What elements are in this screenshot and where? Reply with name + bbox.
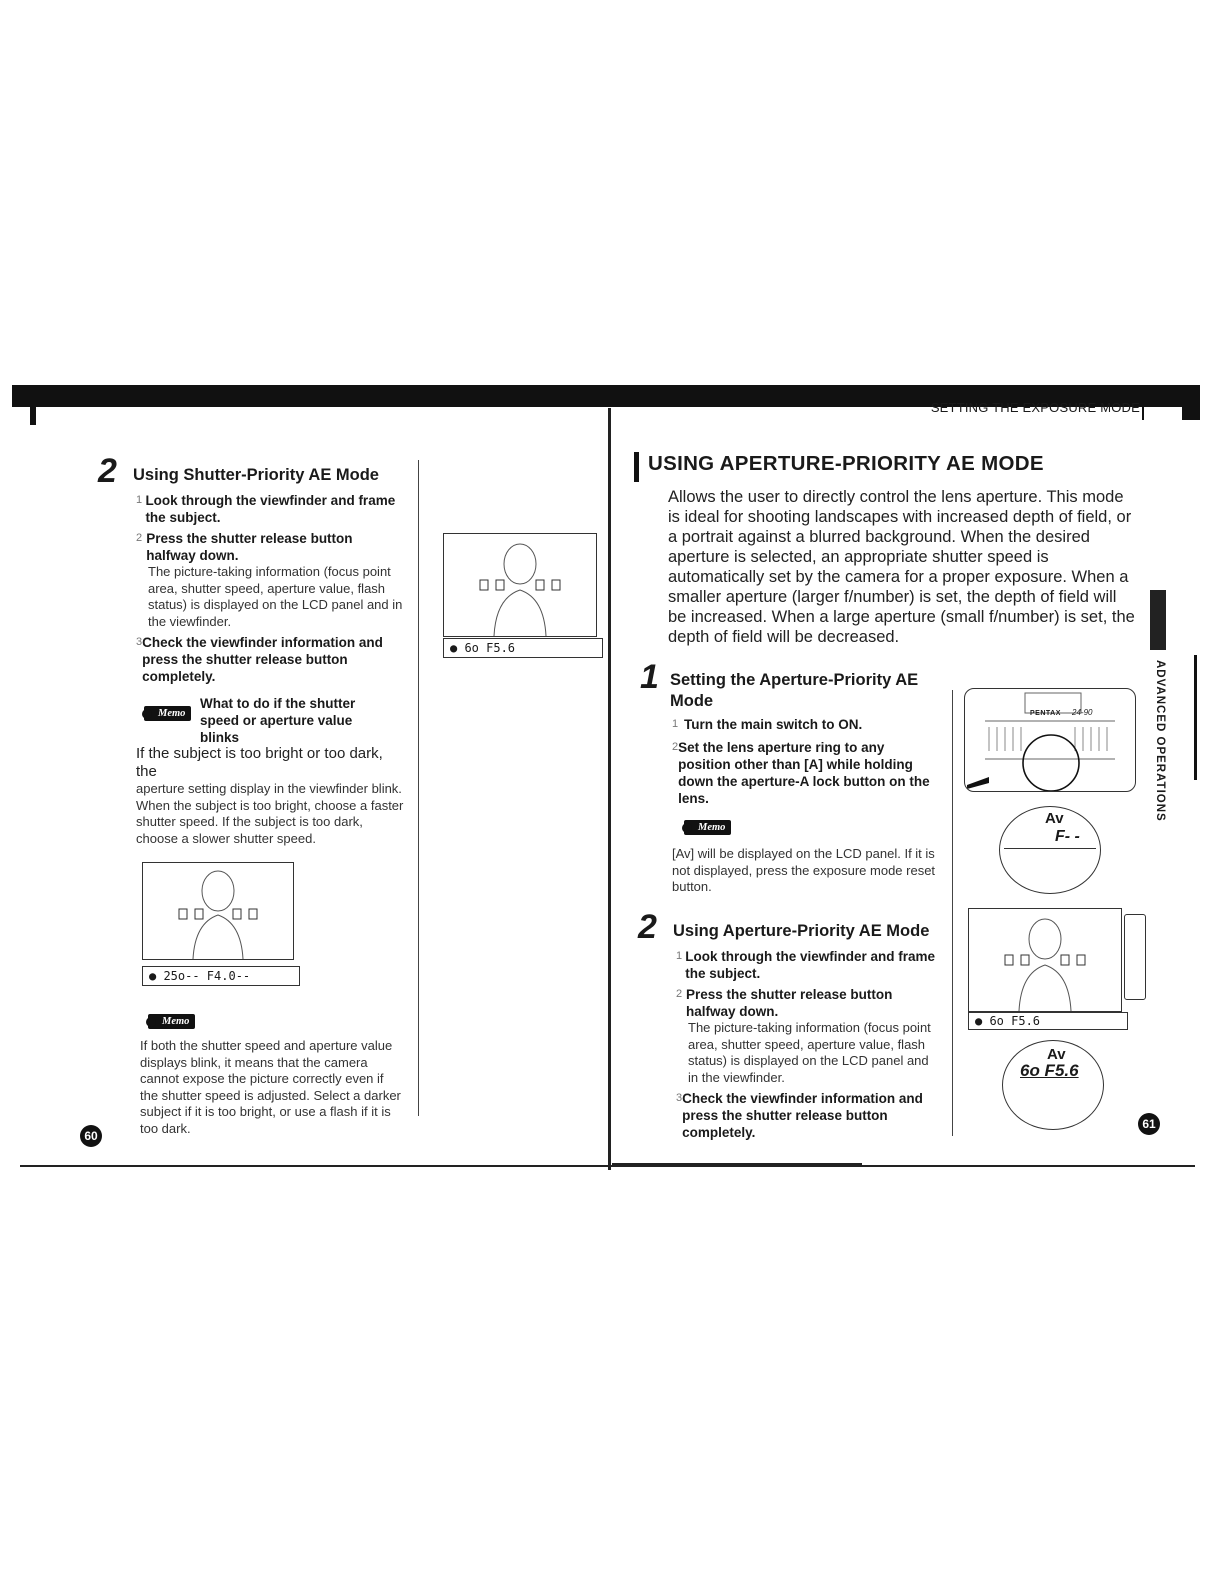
side-tab-marker bbox=[1150, 590, 1166, 650]
substep-title: Press the shutter release button halfway down. bbox=[686, 987, 893, 1019]
substep-number: 2 bbox=[672, 741, 679, 753]
substep-number: 1 bbox=[672, 718, 679, 730]
center-divider bbox=[608, 408, 611, 1170]
lens-brand: PENTAX bbox=[1030, 710, 1061, 717]
section-title: USING APERTURE-PRIORITY AE MODE bbox=[648, 452, 1044, 475]
substep-title: Set the lens aperture ring to any position other than [A] while holding down the aperture-A lock button on the lens. bbox=[678, 740, 930, 806]
lens-illustration bbox=[964, 688, 1136, 792]
substep-number: 2 bbox=[676, 988, 683, 1000]
memo-badge: Memo bbox=[144, 1014, 195, 1029]
lens-focal: 24-90 bbox=[1072, 708, 1093, 717]
substep bbox=[676, 986, 938, 1020]
header-right-tick bbox=[1182, 385, 1200, 420]
memo-pen-icon bbox=[140, 707, 154, 721]
memo-badge: Memo bbox=[680, 820, 731, 835]
memo-body: If both the shutter speed and aperture value displays blink, it means that the camera cannot expose the picture correctly even if the shutter speed is adjusted. Select a darker subject if it is too bright, or use a flash if it is too dark. bbox=[140, 1038, 401, 1136]
step1-substeps bbox=[672, 716, 934, 807]
page-number-badge: 61 bbox=[1138, 1113, 1160, 1135]
lcd-mode: Av bbox=[1047, 1046, 1066, 1063]
viewfinder-info-strip: ● 6o F5.6 bbox=[443, 638, 603, 658]
substep-body: The picture-taking information (focus point area, shutter speed, aperture value, flash status) is displayed on the LCD panel and in the viewfinder. bbox=[688, 1020, 931, 1085]
bottom-rule bbox=[20, 1165, 1195, 1167]
substep bbox=[136, 492, 404, 526]
viewfinder-info-strip: ● 25o-- F4.0-- bbox=[142, 966, 300, 986]
portrait-illustration bbox=[143, 863, 293, 959]
memo-pen-icon bbox=[144, 1015, 158, 1029]
column-rule bbox=[418, 460, 419, 1116]
viewfinder-illustration bbox=[443, 533, 597, 637]
step-title: Using Aperture-Priority AE Mode bbox=[673, 922, 930, 940]
header-rule bbox=[1142, 398, 1144, 420]
substep bbox=[672, 739, 934, 807]
memo-pen-icon bbox=[680, 821, 694, 835]
memo-body: [Av] will be displayed on the LCD panel. If it is not displayed, press the exposure mode reset button. bbox=[672, 846, 936, 894]
step2-substeps bbox=[676, 948, 938, 1141]
viewfinder-illustration bbox=[142, 862, 294, 960]
left-substeps bbox=[136, 492, 404, 685]
step-number: 2 bbox=[638, 908, 657, 946]
substep-body: The picture-taking information (focus point area, shutter speed, aperture value, flash status) is displayed on the LCD panel and in the viewfinder. bbox=[148, 564, 403, 629]
viewfinder-illustration bbox=[968, 908, 1122, 1012]
substep bbox=[136, 634, 404, 685]
substep-title: Check the viewfinder information and press the shutter release button completely. bbox=[682, 1091, 923, 1140]
substep-number: 1 bbox=[676, 950, 683, 962]
side-tab-label: ADVANCED OPERATIONS bbox=[1154, 660, 1166, 822]
memo-text bbox=[136, 745, 404, 847]
header-left-tick bbox=[30, 400, 36, 425]
side-tab-rule bbox=[1194, 655, 1197, 780]
running-title: SETTING THE EXPOSURE MODE bbox=[930, 400, 1140, 415]
memo-lead: If the subject is too bright or too dark, the bbox=[136, 745, 383, 780]
substep-title: Look through the viewfinder and frame the subject. bbox=[145, 493, 396, 525]
viewfinder-info-strip: ● 6o F5.6 bbox=[968, 1012, 1128, 1030]
column-rule bbox=[952, 690, 953, 1136]
substep-number: 3 bbox=[676, 1092, 683, 1104]
memo-badge: Memo bbox=[140, 706, 191, 721]
lcd-divider bbox=[1004, 848, 1096, 849]
viewfinder-side-bracket bbox=[1124, 914, 1146, 1000]
memo-title: What to do if the shutter speed or aperture value blinks bbox=[200, 696, 356, 745]
lcd-value: 6o F5.6 bbox=[1020, 1061, 1079, 1080]
memo-body: aperture setting display in the viewfinder blink. When the subject is too bright, choose a faster shutter speed. If the subject is too dark, choose a slower shutter speed. bbox=[136, 781, 404, 846]
substep-number: 2 bbox=[136, 532, 143, 544]
step-title: Setting the Aperture-Priority AE Mode bbox=[670, 671, 919, 710]
intro-paragraph: Allows the user to directly control the lens aperture. This mode is ideal for shooting landscapes with increased depth of field, or a portrait against a blurred background. When the desired aperture is selected, an appropriate shutter speed is automatically set by the camera for a proper exposure. When a smaller aperture (larger f/number) is set, the depth of field will be increased. When a large aperture (small f/number) is set, the depth of field will be decreased. bbox=[668, 488, 1135, 646]
step-title: Using Shutter-Priority AE Mode bbox=[133, 466, 379, 484]
substep-title: Press the shutter release button halfway down. bbox=[146, 531, 353, 563]
substep-number: 1 bbox=[136, 494, 143, 506]
substep bbox=[136, 530, 404, 564]
bottom-rule-thick bbox=[612, 1163, 862, 1167]
substep bbox=[672, 716, 934, 733]
substep bbox=[676, 948, 938, 982]
lcd-value: F- - bbox=[1055, 828, 1080, 845]
substep-title: Check the viewfinder information and press the shutter release button completely. bbox=[142, 635, 383, 684]
portrait-illustration bbox=[444, 534, 596, 636]
page-number-badge: 60 bbox=[80, 1125, 102, 1147]
lcd-mode: Av bbox=[1045, 810, 1064, 827]
step-number: 1 bbox=[640, 658, 659, 696]
step-number: 2 bbox=[98, 452, 117, 490]
section-bar bbox=[634, 452, 639, 482]
substep-number: 3 bbox=[136, 636, 143, 648]
substep-title: Look through the viewfinder and frame the subject. bbox=[685, 949, 936, 981]
lens-drawing bbox=[965, 689, 1135, 791]
substep bbox=[676, 1090, 938, 1141]
substep-title: Turn the main switch to ON. bbox=[684, 717, 863, 732]
portrait-illustration bbox=[969, 909, 1121, 1011]
